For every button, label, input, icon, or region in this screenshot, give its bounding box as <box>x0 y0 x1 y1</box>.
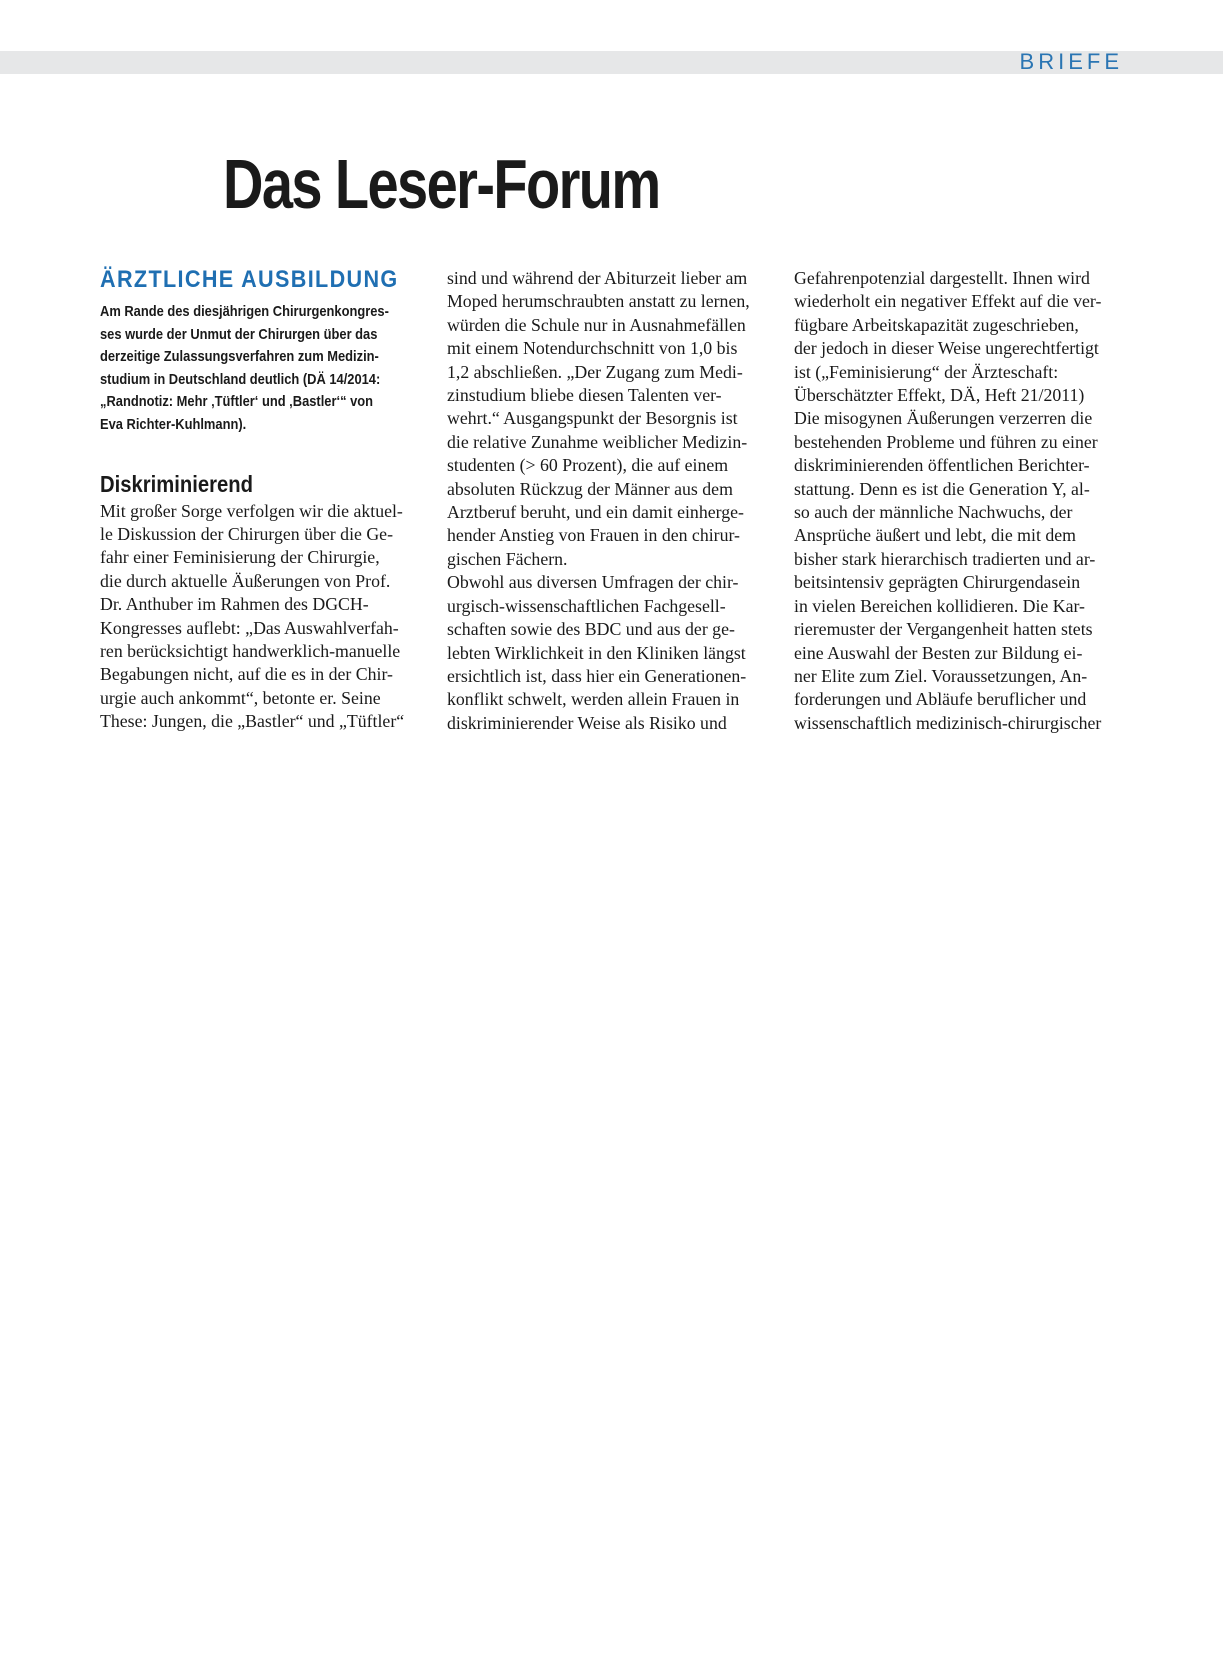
text-line: beitsintensiv geprägten Chirurgendasein <box>794 572 1081 593</box>
topic-heading: ÄRZTLICHE AUSBILDUNG <box>100 266 399 293</box>
text-line: wissenschaftlich medizinisch-chirurgischer <box>794 712 1102 733</box>
page-title: Das Leser-Forum <box>223 145 660 223</box>
text-line: sind und während der Abiturzeit lieber am <box>447 268 748 288</box>
section-label: BRIEFE <box>1019 49 1123 74</box>
article-column-1 <box>100 265 430 734</box>
text-line: 1,2 abschließen. „Der Zugang zum Medi- <box>447 361 743 382</box>
letter-heading: Diskriminierend <box>100 470 253 497</box>
text-line: forderungen und Abläufe beruflicher und <box>794 689 1087 710</box>
text-line: Mit großer Sorge verfolgen wir die aktuel- <box>100 500 403 521</box>
text-line: fahr einer Feminisierung der Chirurgie, <box>100 547 380 568</box>
text-line: hender Anstieg von Frauen in den chirur- <box>447 525 740 546</box>
text-line: bisher stark hierarchisch tradierten und ar- <box>794 548 1096 569</box>
text-line: Überschätzter Effekt, DÄ, Heft 21/2011) <box>794 385 1085 406</box>
text-line: ren berücksichtigt handwerklich-manuelle <box>100 641 401 661</box>
letter-text-column-1 <box>100 500 430 734</box>
intro-line: derzeitige Zulassungsverfahren zum Medizin- <box>100 348 379 366</box>
text-line: Begabungen nicht, auf die es in der Chir- <box>100 664 393 685</box>
text-line: Moped herumschraubten anstatt zu lernen, <box>447 291 750 312</box>
text-line: ist („Feminisierung“ der Ärzteschaft: <box>794 361 1059 382</box>
text-line: Arztberuf beruht, und ein damit einherge- <box>447 502 744 523</box>
text-line: wiederholt ein negativer Effekt auf die ver- <box>794 291 1102 312</box>
intro-line: Am Rande des diesjährigen Chirurgenkongres- <box>100 303 389 320</box>
text-line: stattung. Denn es ist die Generation Y, al- <box>794 478 1090 499</box>
text-line: diskriminierenden öffentlichen Berichter- <box>794 455 1090 476</box>
text-line: schaften sowie des BDC und aus der ge- <box>447 619 735 640</box>
intro-line: „Randnotiz: Mehr ‚Tüftler‘ und ‚Bastler‘“ von <box>100 393 374 411</box>
text-line: urgisch-wissenschaftlichen Fachgesell- <box>447 595 726 616</box>
text-line: würden die Schule nur in Ausnahmefällen <box>447 314 746 335</box>
text-line: zinstudium bliebe diesen Talenten ver- <box>447 385 722 406</box>
text-line: eine Auswahl der Besten zur Bildung ei- <box>794 642 1083 663</box>
text-line: Die misogynen Äußerungen verzerren die <box>794 408 1093 429</box>
text-line: wehrt.“ Ausgangspunkt der Besorgnis ist <box>447 408 738 429</box>
text-line: die relative Zunahme weiblicher Medizin- <box>447 431 748 452</box>
text-line: in vielen Bereichen kollidieren. Die Kar- <box>794 595 1085 616</box>
text-line: so auch der männliche Nachwuchs, der <box>794 502 1073 523</box>
intro-line: ses wurde der Unmut der Chirurgen über das <box>100 325 378 343</box>
text-line: mit einem Notendurchschnitt von 1,0 bis <box>447 338 738 359</box>
text-line: die durch aktuelle Äußerungen von Prof. <box>100 570 391 591</box>
intro-line: Eva Richter-Kuhlmann). <box>100 415 247 433</box>
text-line: These: Jungen, die „Bastler“ und „Tüftler“ <box>100 711 405 732</box>
text-line: konflikt schwelt, werden allein Frauen in <box>447 689 740 710</box>
topic-intro <box>100 301 430 437</box>
text-line: ner Elite zum Ziel. Voraussetzungen, An- <box>794 665 1088 686</box>
text-line: Dr. Anthuber im Rahmen des DGCH- <box>100 594 369 615</box>
text-line: diskriminierender Weise als Risiko und <box>447 712 727 733</box>
text-line: studenten (> 60 Prozent), die auf einem <box>447 455 729 476</box>
text-line: gischen Fächern. <box>447 548 568 569</box>
text-line: Gefahrenpotenzial dargestellt. Ihnen wird <box>794 268 1090 288</box>
text-line: ersichtlich ist, dass hier ein Generationen- <box>447 665 747 686</box>
text-line: Kongresses auflebt: „Das Auswahlverfah- <box>100 617 399 638</box>
text-line: Obwohl aus diversen Umfragen der chir- <box>447 572 739 593</box>
text-line: urgie auch ankommt“, betonte er. Seine <box>100 687 381 708</box>
text-line: fügbare Arbeitskapazität zugeschrieben, <box>794 314 1079 335</box>
text-line: le Diskussion der Chirurgen über die Ge- <box>100 523 393 544</box>
text-line: lebten Wirklichkeit in den Kliniken längst <box>447 642 746 663</box>
text-line: absoluten Rückzug der Männer aus dem <box>447 478 733 499</box>
text-line: bestehenden Probleme und führen zu einer <box>794 431 1098 452</box>
letter-text-column-2 <box>447 267 777 735</box>
text-line: rieremuster der Vergangenheit hatten stets <box>794 619 1093 640</box>
text-line: Ansprüche äußert und lebt, die mit dem <box>794 525 1076 546</box>
intro-line: studium in Deutschland deutlich (DÄ 14/2014: <box>100 370 381 388</box>
text-line: der jedoch in dieser Weise ungerechtfertigt <box>794 338 1099 359</box>
letter-text-column-3 <box>794 267 1124 735</box>
